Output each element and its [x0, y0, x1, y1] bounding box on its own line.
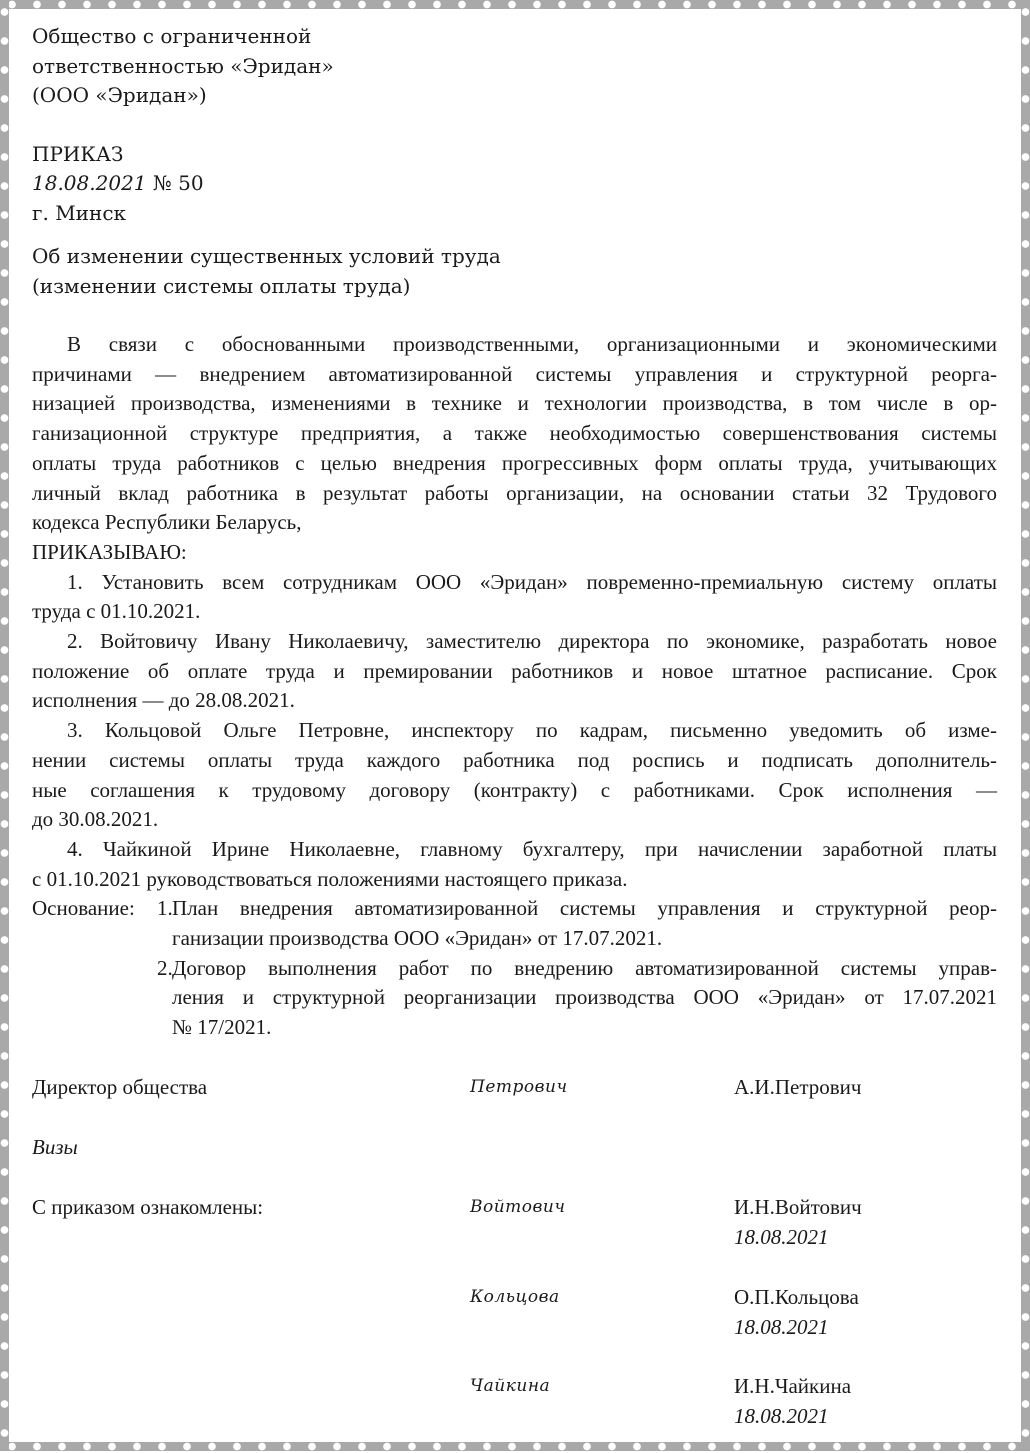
org-name-line1: Общество с ограниченной — [32, 24, 312, 48]
acquainted-name: О.П.Кольцова — [734, 1284, 859, 1309]
item-line: до 30.08.2021. — [32, 807, 159, 832]
preamble-line: В связи с обоснованными производственными, организационными и экономическими — [67, 332, 997, 356]
header-block — [32, 22, 997, 228]
preamble-line: личный вклад работника в результат работы организации, на основании статьи 32 Трудового — [32, 480, 997, 505]
doc-date-number — [32, 169, 997, 199]
title-block — [32, 242, 997, 301]
body-text — [32, 330, 997, 1453]
preamble-line: оплаты труда работников с целью внедрения прогрессивных форм оплаты труда, учитывающих — [32, 450, 997, 475]
basis-line: Договор выполнения работ по внедрению автоматизированной системы управ- — [172, 955, 997, 980]
basis-entry-number: 1. — [157, 896, 173, 921]
title-line2: (изменении системы оплаты труда) — [32, 273, 411, 298]
basis-entry-1 — [32, 894, 997, 953]
item-line: положение об оплате труда и премировании работников и новое штатное расписание. Срок — [32, 658, 997, 683]
acquainted-signature: Кольцова — [470, 1286, 560, 1307]
item-line: труда с 01.10.2021. — [32, 599, 201, 624]
doc-type: ПРИКАЗ — [32, 141, 124, 166]
signatures-block — [32, 1073, 997, 1453]
dotted-border-top — [0, 0, 1030, 9]
preamble — [32, 330, 997, 568]
director-label: Директор общества — [32, 1074, 208, 1099]
acquainted-label: С приказом ознакомлены: — [32, 1194, 264, 1219]
item-line: 2. Войтовичу Ивану Николаевичу, заместителю директора по экономике, разработать новое — [67, 629, 997, 654]
acquainted-row-1 — [32, 1193, 997, 1253]
acquainted-row-3 — [32, 1372, 997, 1432]
item-line: исполнения — до 28.08.2021. — [32, 688, 295, 713]
order-document — [32, 22, 997, 1453]
acquainted-name: И.Н.Чайкина — [734, 1373, 852, 1398]
acquainted-date: 18.08.2021 — [734, 1314, 829, 1339]
org-name-line2: ответственностью «Эридан» — [32, 53, 334, 78]
item-line: ные соглашения к трудовому договору (контракту) с работниками. Срок исполнения — — [32, 777, 997, 802]
acquainted-signature: Войтович — [470, 1196, 566, 1217]
order-item-1 — [32, 568, 997, 627]
director-name: А.И.Петрович — [734, 1074, 862, 1099]
title-line1: Об изменении существенных условий труда — [32, 244, 501, 268]
order-item-3 — [32, 716, 997, 835]
basis-section — [32, 894, 997, 1043]
director-signature: Петрович — [470, 1076, 568, 1097]
preamble-line: кодекса Республики Беларусь, — [32, 510, 302, 535]
item-line: 3. Кольцовой Ольге Петровне, инспектору по кадрам, письменно уведомить об изме- — [67, 718, 997, 743]
acquainted-name: И.Н.Войтович — [734, 1194, 862, 1219]
item-line: 4. Чайкиной Ирине Николаевне, главному бухгалтеру, при начислении заработной платы — [67, 836, 997, 861]
doc-date: 18.08.2021 — [32, 171, 147, 195]
org-short-name: (ООО «Эридан») — [32, 83, 207, 107]
doc-number: № 50 — [152, 171, 204, 195]
basis-entry-2 — [32, 954, 997, 1043]
acquainted-row-2 — [32, 1283, 997, 1343]
basis-entry-number: 2. — [157, 955, 173, 980]
item-line: с 01.10.2021 руководствоваться положениями настоящего приказа. — [32, 866, 628, 891]
dotted-border-right — [1021, 0, 1030, 1451]
order-item-2 — [32, 627, 997, 716]
order-item-4 — [32, 835, 997, 894]
basis-label: Основание: — [32, 896, 135, 921]
acquainted-signature: Чайкина — [470, 1375, 551, 1396]
doc-city: г. Минск — [32, 200, 127, 225]
preamble-line: низацией производства, изменениями в технике и технологии производства, в том числе в ор- — [32, 391, 997, 416]
acquainted-date: 18.08.2021 — [734, 1403, 829, 1428]
item-line: нении системы оплаты труда каждого работника под роспись и подписать дополнитель- — [32, 747, 997, 772]
director-signature-row — [32, 1073, 997, 1133]
basis-line: ганизации производства ООО «Эридан» от 17.07.2021. — [172, 926, 663, 951]
preamble-line: ганизационной структуре предприятия, а также необходимостью совершенствования системы — [32, 421, 997, 446]
basis-line: № 17/2021. — [172, 1015, 272, 1040]
item-line: 1. Установить всем сотрудникам ООО «Эридан» повременно-премиальную систему оплаты — [67, 569, 997, 594]
order-word: ПРИКАЗЫВАЮ: — [32, 539, 187, 564]
basis-line: ления и структурной реорганизации производства ООО «Эридан» от 17.07.2021 — [172, 985, 997, 1010]
visas-label: Визы — [32, 1134, 78, 1159]
acquainted-date: 18.08.2021 — [734, 1224, 829, 1249]
basis-line: План внедрения автоматизированной системы управления и структурной реор- — [172, 896, 997, 921]
visas-row — [32, 1133, 997, 1193]
preamble-line: причинами — внедрением автоматизированной системы управления и структурной реорга- — [32, 361, 997, 386]
dotted-border-left — [0, 0, 9, 1451]
